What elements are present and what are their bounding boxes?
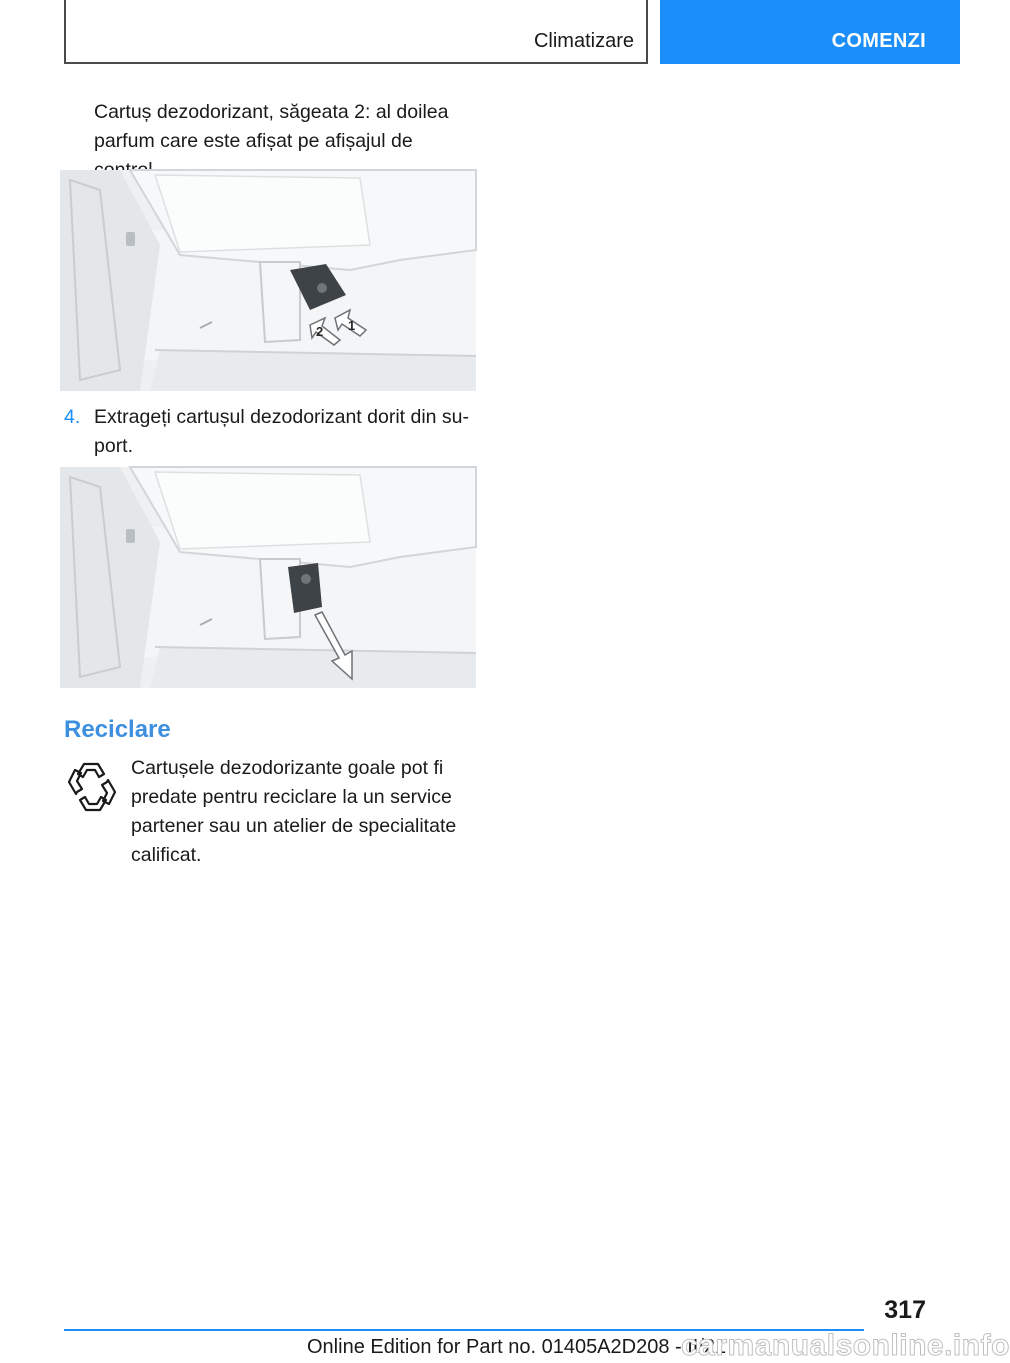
recycling-paragraph: Cartușele dezodorizante goale pot fi predate pentru reciclare la un service partener sau un atelier de specialitate calificat. — [131, 757, 457, 866]
arrow-label-1: 1 — [348, 318, 356, 333]
header-tab-label: COMENZI — [831, 30, 926, 52]
figure-cartridge-removal — [60, 467, 476, 688]
edition-line: Online Edition for Part no. 01405A2D208 - II/21 — [307, 1336, 727, 1358]
watermark: carmanualsonline.info — [681, 1329, 1010, 1362]
section-heading-recycling: Reciclare — [64, 716, 171, 743]
intro-paragraph: Cartuș dezodorizant, săgeata 2: al doilea parfum care este afișat pe afișajul de — [94, 101, 449, 152]
header-tab[interactable] — [660, 0, 960, 64]
arrow-label-2: 2 — [316, 324, 324, 339]
recycle-icon — [64, 758, 120, 816]
page-number: 317 — [884, 1296, 926, 1324]
step-number: 4. — [64, 406, 81, 428]
header-section-box — [64, 0, 648, 64]
header-section-title: Climatizare — [533, 30, 634, 52]
figure-cartridge-arrows — [60, 170, 476, 391]
step-text: Extrageți cartușul dezodorizant dorit din suport. — [94, 406, 470, 457]
